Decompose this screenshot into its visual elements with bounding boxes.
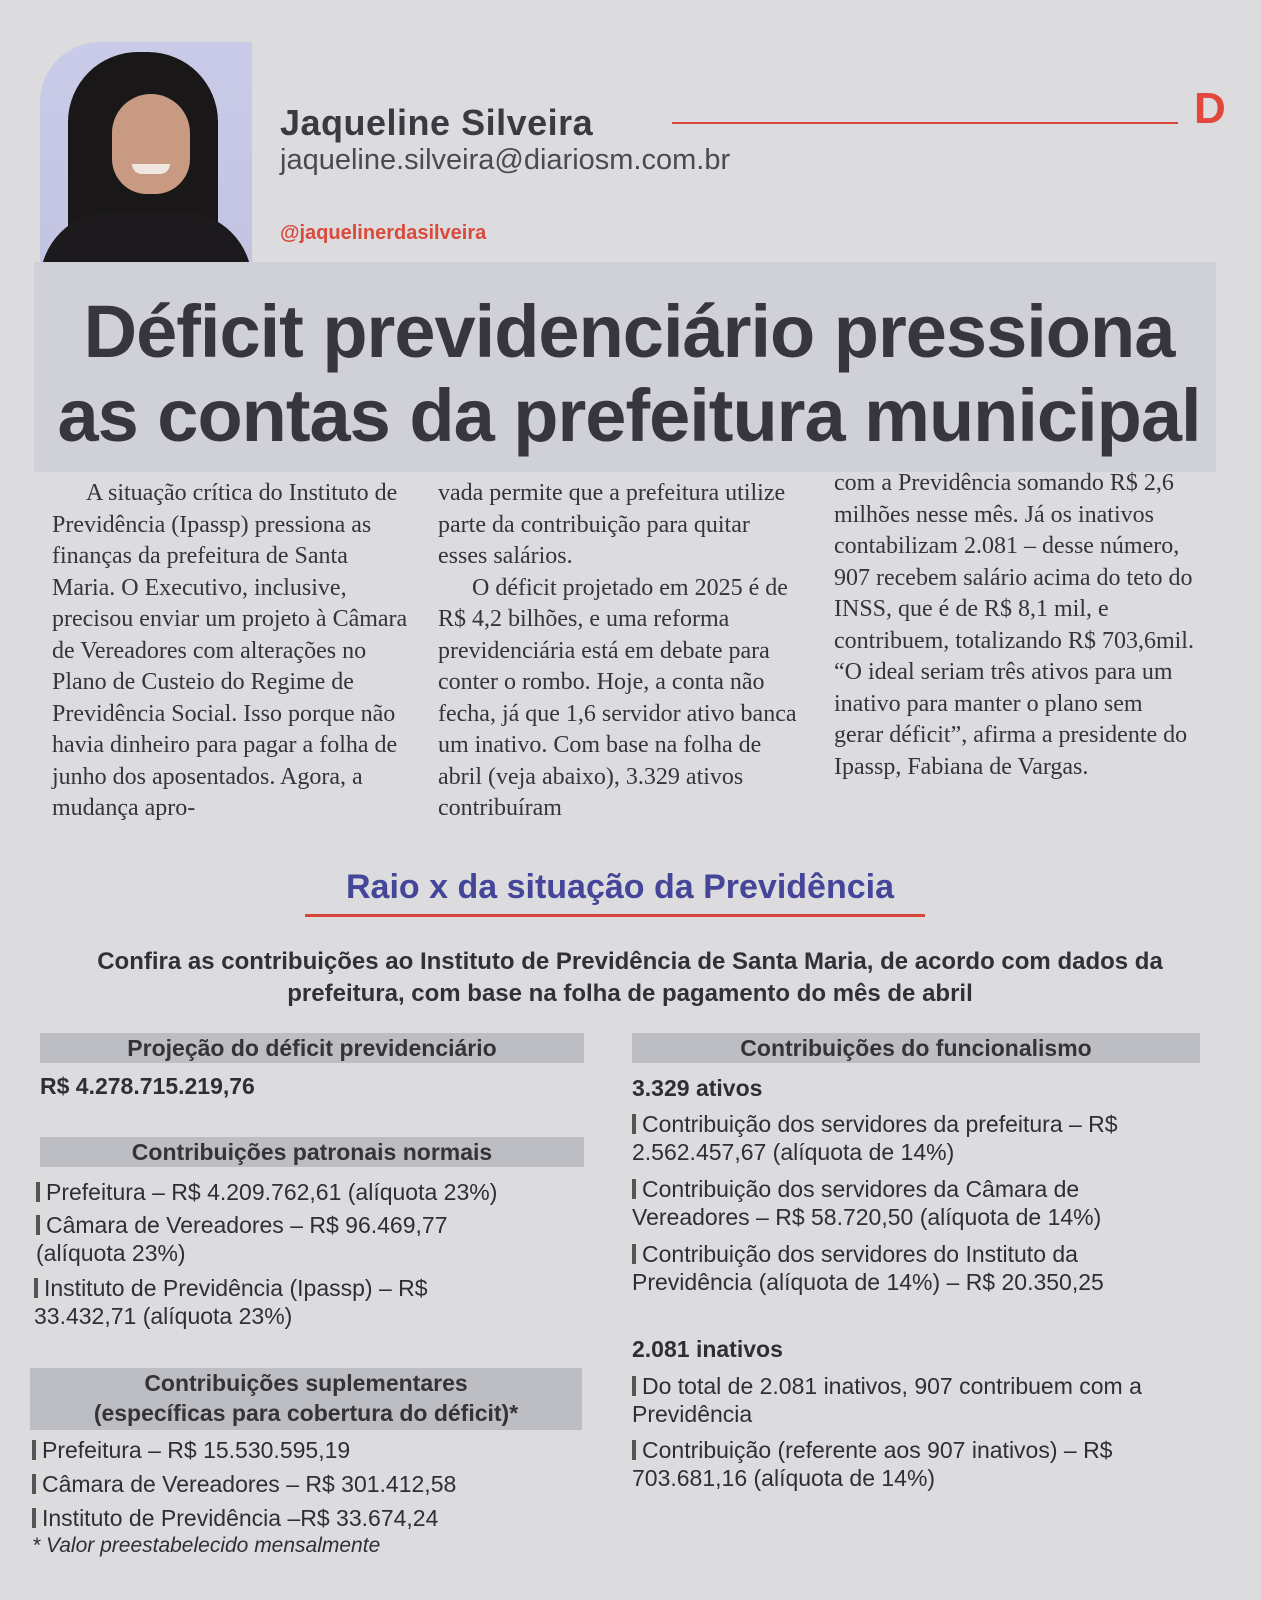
- bullet-mark: [32, 1440, 36, 1460]
- photo-smile: [132, 164, 170, 174]
- ativos-item: Contribuição dos servidores da Câmara de Vereadores – R$ 58.720,50 (alíquota de 14%): [632, 1176, 1102, 1230]
- bullet-mark: [632, 1376, 636, 1396]
- ativos-title: 3.329 ativos: [632, 1075, 763, 1101]
- bullet-mark: [632, 1114, 636, 1134]
- bullet-mark: [632, 1440, 636, 1460]
- suplementares-item: Câmara de Vereadores – R$ 301.412,58: [42, 1471, 457, 1497]
- bullet-mark: [32, 1508, 36, 1528]
- patronal-item: Câmara de Vereadores – R$ 96.469,77 (alíquota 23%): [36, 1212, 448, 1266]
- patronal-item: Prefeitura – R$ 4.209.762,61 (alíquota 23%): [46, 1179, 498, 1205]
- ativos-item: Contribuição dos servidores do Instituto da Previdência (alíquota de 14%) – R$ 20.350,25: [632, 1241, 1104, 1295]
- list-item: [32, 1470, 572, 1498]
- headline: Déficit previdenciário pressiona as contas da prefeitura municipal: [57, 290, 1201, 457]
- suplementares-item: Prefeitura – R$ 15.530.595,19: [42, 1437, 351, 1463]
- bullet-mark: [632, 1179, 636, 1199]
- bullet-mark: [34, 1278, 38, 1298]
- article-column-2: [438, 478, 798, 825]
- article-paragraph: O déficit projetado em 2025 é de R$ 4,2 bilhões, e uma reforma previdenciária está em debate para conter o rombo. Hoje, a conta não fecha, já que 1,6 servidor ativo banca um inativo. Com base na folha de abril (veja abaixo), 3.329 ativos contribuíram: [438, 574, 797, 821]
- inativos-item: Do total de 2.081 inativos, 907 contribuem com a Previdência: [632, 1373, 1142, 1427]
- article-paragraph: com a Previdência somando R$ 2,6 milhões nesse mês. Já os inativos contabilizam 2.081 – desse número, 907 recebem salário acima do teto do INSS, que é de R$ 8,1 mil, e contribuem, totalizando R$ 703,6mil. “O ideal seriam três ativos para um inativo para manter o plano sem gerar déficit”, afirma a presidente do Ipassp, Fabiana de Vargas.: [834, 470, 1194, 780]
- article-column-1: [52, 478, 412, 825]
- list-item: [632, 1175, 1192, 1231]
- infographic-subtitle: Confira as contribuições ao Instituto de Previdência de Santa Maria, de acordo com dados da prefeitura, com base na folha de pagamento do mês de abril: [97, 948, 1163, 1007]
- suplementares-header: [30, 1368, 582, 1430]
- author-photo: [40, 42, 252, 262]
- section-letter: D: [1194, 84, 1226, 133]
- inativos-item: Contribuição (referente aos 907 inativos) – R$ 703.681,16 (alíquota de 14%): [632, 1437, 1113, 1491]
- bullet-mark: [632, 1244, 636, 1264]
- suplementares-item: Instituto de Previdência –R$ 33.674,24: [42, 1505, 439, 1531]
- projection-header: Projeção do déficit previdenciário: [40, 1033, 584, 1063]
- author-handle: @jaquelinerdasilveira: [280, 222, 487, 244]
- bullet-mark: [36, 1182, 40, 1202]
- author-name: Jaqueline Silveira: [280, 102, 594, 143]
- patronal-item: Instituto de Previdência (Ipassp) – R$ 33.432,71 (alíquota 23%): [34, 1275, 428, 1329]
- infographic-title-rule: [305, 914, 925, 917]
- article-paragraph: vada permite que a prefeitura utilize parte da contribuição para quitar esses salários.: [438, 480, 786, 569]
- list-item: [32, 1504, 572, 1532]
- funcionalismo-header: Contribuições do funcionalismo: [632, 1033, 1200, 1063]
- list-item: [32, 1436, 572, 1464]
- list-item: [34, 1274, 504, 1330]
- article-column-3: [834, 468, 1194, 783]
- bullet-mark: [36, 1215, 40, 1235]
- list-item: [632, 1110, 1182, 1166]
- patronal-header: Contribuições patronais normais: [40, 1137, 584, 1167]
- author-email: jaqueline.silveira@diariosm.com.br: [280, 144, 731, 176]
- suplementares-sublabel: (específicas para cobertura do déficit)*: [93, 1400, 519, 1426]
- inativos-title: 2.081 inativos: [632, 1336, 783, 1362]
- photo-face: [112, 94, 190, 194]
- list-item: [36, 1178, 576, 1206]
- suplementares-label: Contribuições suplementares: [144, 1370, 468, 1396]
- ativos-item: Contribuição dos servidores da prefeitura – R$ 2.562.457,67 (alíquota de 14%): [632, 1111, 1118, 1165]
- footnote: * Valor preestabelecido mensalmente: [32, 1534, 381, 1557]
- bullet-mark: [32, 1474, 36, 1494]
- list-item: [632, 1240, 1192, 1296]
- projection-value: R$ 4.278.715.219,76: [40, 1073, 255, 1099]
- infographic-title: Raio x da situação da Previdência: [345, 868, 894, 906]
- header-rule: [672, 122, 1178, 124]
- article-paragraph: A situação crítica do Instituto de Previdência (Ipassp) pressiona as finanças da prefeitura de Santa Maria. O Executivo, inclusive, precisou enviar um projeto à Câmara de Vereadores com alterações no Plano de Custeio do Regime de Previdência Social. Isso porque não havia dinheiro para pagar a folha de junho dos aposentados. Agora, a mudança apro-: [52, 480, 408, 821]
- list-item: [632, 1372, 1192, 1428]
- list-item: [36, 1211, 536, 1267]
- list-item: [632, 1436, 1212, 1492]
